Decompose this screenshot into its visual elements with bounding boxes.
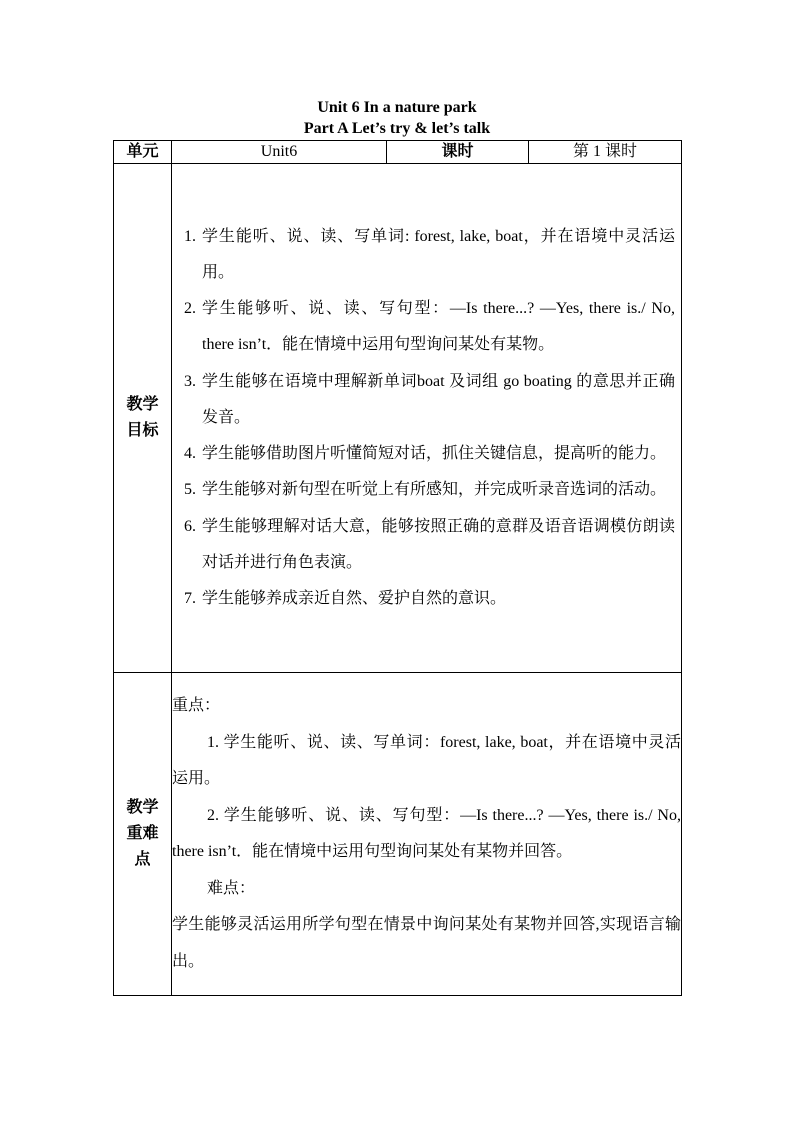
period-label: 课时 [387, 141, 529, 164]
period-value: 第 1 课时 [529, 141, 682, 164]
objectives-list [172, 213, 681, 623]
list-item: 1. 学生能听、说、读、写单词: forest, lake, boat，并在语境中灵活运用。 [184, 227, 675, 282]
document-header [0, 97, 794, 139]
objectives-row [114, 164, 682, 673]
key-item: 2. 学生能够听、说、读、写句型：—Is there...? —Yes, there is./ No, there isn’t．能在情境中运用句型询问某处有某物并回答。 [172, 806, 681, 860]
list-item: 5. 学生能够对新句型在听觉上有所感知，并完成听录音选词的活动。 [184, 481, 667, 499]
document-subtitle: Part A Let’s try & let’s talk [303, 120, 491, 137]
difficult-text: 学生能够灵活运用所学句型在情景中询问某处有某物并回答,实现语言输出。 [172, 916, 681, 970]
list-item: 7. 学生能够养成亲近自然、爱护自然的意识。 [184, 589, 507, 607]
document-title: Unit 6 In a nature park [317, 99, 477, 116]
keypoints-cell [172, 673, 682, 996]
keypoints-row [114, 673, 682, 996]
lesson-plan-table [113, 140, 682, 996]
list-item: 4. 学生能够借助图片听懂简短对话，抓住关键信息，提高听的能力。 [184, 445, 667, 463]
list-item: 6. 学生能够理解对话大意，能够按照正确的意群及语音语调模仿朗读对话并进行角色表演。 [184, 517, 675, 571]
list-item: 3. 学生能够在语境中理解新单词boat 及词组 go boating 的意思并正确发音。 [184, 372, 675, 426]
unit-label: 单元 [114, 141, 172, 164]
objectives-cell [172, 164, 682, 673]
key-heading: 重点： [172, 697, 221, 714]
list-item: 2. 学生能够听、说、读、写句型：—Is there...? —Yes, there is./ No, there isn’t．能在情境中运用句型询问某处有某物。 [184, 300, 675, 354]
unit-value: Unit6 [172, 141, 387, 164]
objectives-label: 教学目标 [114, 164, 172, 673]
key-item: 1. 学生能听、说、读、写单词：forest, lake, boat，并在语境中灵活运用。 [172, 733, 681, 787]
keypoints-label: 教学重难点 [114, 673, 172, 996]
difficult-heading: 难点： [207, 879, 256, 897]
header-row [114, 141, 682, 164]
